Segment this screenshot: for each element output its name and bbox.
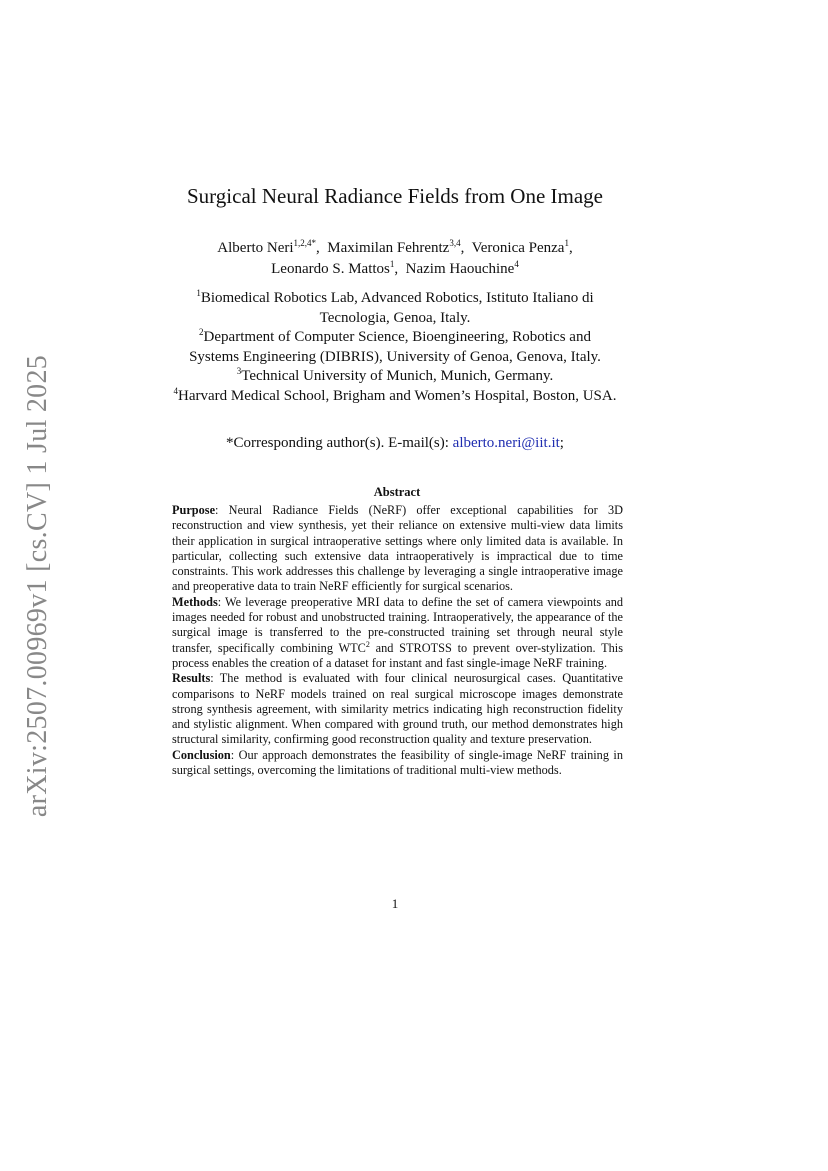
author-name: Veronica Penza — [471, 240, 565, 256]
affil-sup: 2 — [199, 327, 204, 337]
corresponding-suffix: ; — [559, 435, 564, 451]
purpose-label: Purpose — [172, 503, 216, 517]
affiliation-1 — [140, 289, 650, 309]
author-affil-sup: 1 — [564, 238, 569, 248]
affiliation-2 — [140, 328, 650, 348]
corresponding-prefix: *Corresponding author(s). E-mail(s): — [226, 435, 453, 451]
abstract-body — [172, 503, 623, 778]
author-affil-sup: 1 — [389, 259, 395, 269]
affil-text: Technical University of Munich, Munich, Germany. — [241, 368, 554, 384]
results-label: Results — [172, 671, 211, 686]
methods-text-2: and STROTSS to prevent over-stylization. This process enables the creation of a dataset for instant and fast single-image NeRF training. — [172, 640, 624, 670]
corresponding-author — [150, 435, 640, 452]
email-link[interactable]: alberto.neri@iit.it — [452, 435, 560, 451]
author-line-1: Alberto Neri$^{1,2,4*}$, Maximilan Fehrentz$^{3,4}$, Veronica Penza$^1$, — [217, 238, 573, 256]
affil-text: Biomedical Robotics Lab, Advanced Robotics, Istituto Italiano di — [200, 290, 594, 306]
abstract-conclusion — [172, 748, 623, 779]
author-list — [130, 238, 660, 280]
author-affil-sup: 1,2,4* — [293, 238, 317, 248]
affiliation-4 — [140, 387, 650, 407]
author-name: Leonardo S. Mattos — [271, 261, 390, 277]
affiliation-3 — [140, 367, 650, 387]
results-text: : The method is evaluated with four clinical neurosurgical cases. Quantitative comparisons to NeRF models trained on real surgical microscope images demonstrate strong synthesis agreement, with similarity metrics indicating high reconstruction fidelity and stylistic alignment. When compared with ground truth, our method demonstrates high structural similarity, confirming good reconstruction quality and texture preservation. — [172, 671, 623, 747]
affiliation-2-cont: Systems Engineering (DIBRIS), University of Genoa, Genova, Italy. — [189, 348, 601, 365]
abstract-methods — [172, 595, 623, 671]
author-name: Maximilan Fehrentz — [327, 240, 450, 256]
affiliation-list — [140, 289, 650, 406]
affil-text: Department of Computer Science, Bioengineering, Robotics and — [203, 329, 591, 345]
affil-text: Harvard Medical School, Brigham and Women’s Hospital, Boston, USA. — [178, 387, 617, 404]
affil-sup: 3 — [236, 366, 242, 376]
page-number: 1 — [391, 896, 399, 911]
affil-sup: 4 — [173, 385, 179, 396]
affiliation-1-cont: Tecnologia, Genoa, Italy. — [319, 309, 471, 326]
author-line-2: Leonardo S. Mattos$^1$, Nazim Haouchine$^4$ — [271, 259, 519, 277]
author-name: Nazim Haouchine — [405, 261, 515, 277]
conclusion-text: : Our approach demonstrates the feasibility of single-image NeRF training in surgical settings, overcoming the limitations of traditional multi-view methods. — [172, 747, 623, 778]
author-name: Alberto Neri — [217, 240, 294, 256]
abstract-purpose — [172, 503, 623, 595]
arxiv-stamp — [8, 352, 68, 820]
affil-sup: 1 — [196, 288, 201, 298]
conclusion-label: Conclusion — [172, 747, 231, 762]
author-affil-sup: 3,4 — [449, 238, 461, 248]
paper-title: Surgical Neural Radiance Fields from One Image — [187, 184, 603, 208]
methods-sup: 2 — [365, 639, 370, 649]
abstract-heading: Abstract — [373, 485, 421, 499]
abstract-results — [172, 671, 623, 747]
purpose-text: : Neural Radiance Fields (NeRF) offer exceptional capabilities for 3D reconstruction and view synthesis, yet their reliance on extensive multi-view data limits their application in surgical intraoperative settings where only limited data is available. In particular, collecting such extensive data intraoperatively is impractical due to time constraints. This work addresses this challenge by leveraging a single intraoperative image and preoperative data to train NeRF efficiently for surgical scenarios. — [172, 503, 623, 594]
methods-text: : We leverage preoperative MRI data to define the set of camera viewpoints and images needed for robust and unobstructed training. Intraoperatively, the appearance of the surgical image is transferred to the pre-constructed training set through neural style transfer, specifically combining WTC — [172, 594, 623, 655]
arxiv-id[interactable]: arXiv:2507.00969v1 [cs.CV] 1 Jul 2025 — [22, 354, 53, 818]
author-affil-sup: 4 — [514, 259, 519, 269]
methods-label: Methods — [172, 594, 218, 609]
